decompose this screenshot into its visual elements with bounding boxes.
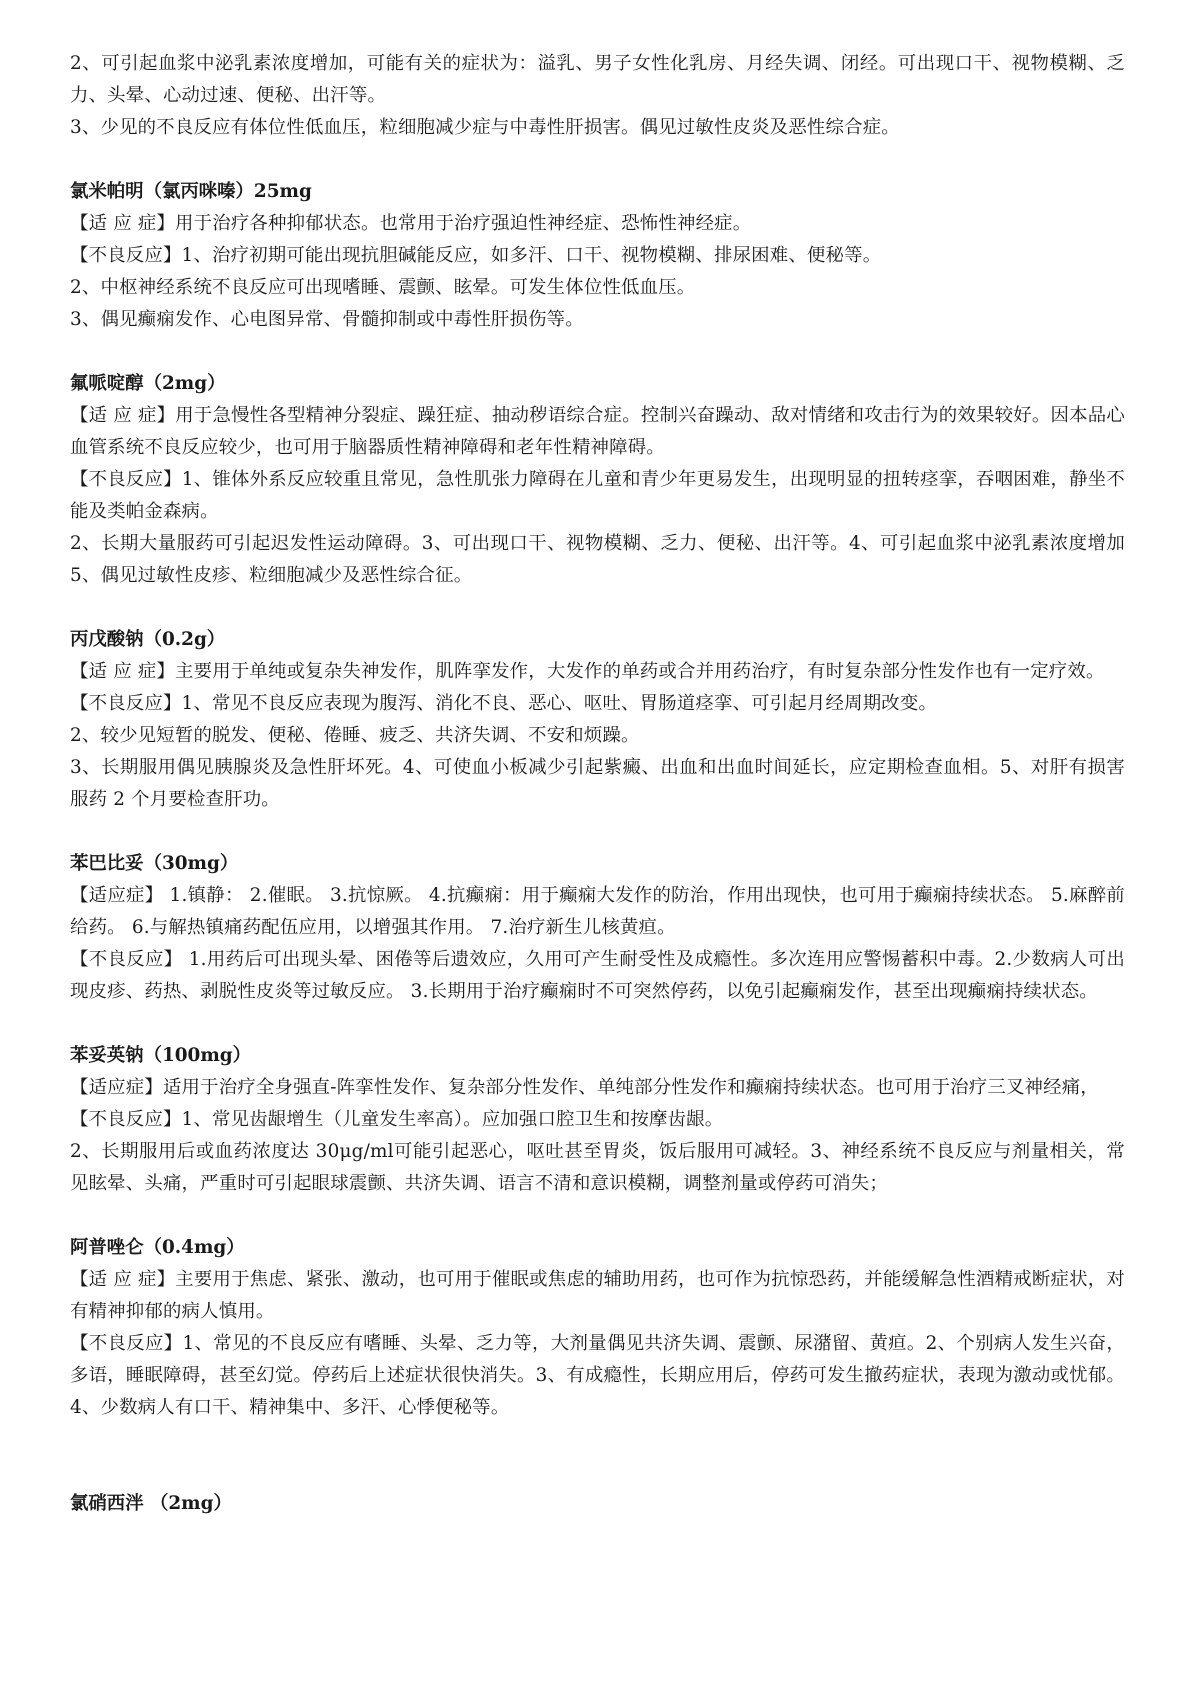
paragraph: 【不良反应】1、常见不良反应表现为腹泻、消化不良、恶心、呕吐、胃肠道痉挛、可引起月经周期改变。 — [70, 693, 938, 714]
paragraph: 【适应症】 1.镇静： 2.催眠。 3.抗惊厥。 4.抗癫痫：用于癫痫大发作的防治，作用出现快，也可用于癫痫持续状态。 5.麻醉前给药。 6.与解热镇痛药配伍应用，以增强其作用。 7.治疗新生儿核黄疸。 — [70, 885, 1125, 938]
paragraph: 2、较少见短暂的脱发、便秘、倦睡、疲乏、共济失调、不安和烦躁。 — [70, 725, 640, 746]
intro-section — [70, 48, 1125, 144]
paragraph: 3、少见的不良反应有体位性低血压，粒细胞减少症与中毒性肝损害。偶见过敏性皮炎及恶性综合症。 — [70, 117, 900, 138]
drug-title: 氟哌啶醇（2mg） — [70, 373, 226, 394]
drug-section-valproate — [70, 624, 1125, 816]
drug-title: 氯硝西泮 （2mg） — [70, 1493, 232, 1514]
drug-title: 丙戊酸钠（0.2g） — [70, 629, 226, 650]
paragraph: 【适 应 症】主要用于焦虑、紧张、激动，也可用于催眠或焦虑的辅助用药，也可作为抗惊恐药，并能缓解急性酒精戒断症状，对有精神抑郁的病人慎用。 — [70, 1269, 1125, 1322]
drug-section-phenytoin — [70, 1040, 1125, 1200]
paragraph: 【不良反应】1、常见的不良反应有嗜睡、头晕、乏力等，大剂量偶见共济失调、震颤、尿潴留、黄疸。2、个别病人发生兴奋，多语，睡眠障碍，甚至幻觉。停药后上述症状很快消失。3、有成瘾性，长期应用后，停药可发生撤药症状，表现为激动或忧郁。4、少数病人有口干、精神集中、多汗、心悸便秘等。 — [70, 1333, 1125, 1418]
drug-title: 阿普唑仑（0.4mg） — [70, 1237, 245, 1258]
paragraph: 【适 应 症】用于治疗各种抑郁状态。也常用于治疗强迫性神经症、恐怖性神经症。 — [70, 213, 752, 234]
drug-section-haloperidol — [70, 368, 1125, 592]
paragraph: 【不良反应】1、常见齿龈增生（儿童发生率高）。应加强口腔卫生和按摩齿龈。 — [70, 1109, 724, 1130]
paragraph: 【不良反应】 1.用药后可出现头晕、困倦等后遗效应，久用可产生耐受性及成瘾性。多次连用应警惕蓄积中毒。2.少数病人可出现皮疹、药热、剥脱性皮炎等过敏反应。 3.长期用于治疗癫痫时不可突然停药，以免引起癫痫发作，甚至出现癫痫持续状态。 — [70, 949, 1125, 1002]
paragraph: 【适 应 症】用于急慢性各型精神分裂症、躁狂症、抽动秽语综合症。控制兴奋躁动、敌对情绪和攻击行为的效果较好。因本品心血管系统不良反应较少，也可用于脑器质性精神障碍和老年性精神障碍。 — [70, 405, 1125, 458]
drug-title: 苯妥英钠（100mg） — [70, 1045, 252, 1066]
drug-title: 氯米帕明（氯丙咪嗪）25mg — [70, 181, 312, 202]
drug-section-phenobarbital — [70, 848, 1125, 1008]
paragraph: 2、中枢神经系统不良反应可出现嗜睡、震颤、眩晕。可发生体位性低血压。 — [70, 277, 696, 298]
paragraph: 【适应症】适用于治疗全身强直-阵挛性发作、复杂部分性发作、单纯部分性发作和癫痫持续状态。也可用于治疗三叉神经痛， — [70, 1077, 1099, 1098]
drug-section-clonazepam — [70, 1488, 1125, 1520]
drug-title: 苯巴比妥（30mg） — [70, 853, 239, 874]
paragraph: 【适 应 症】主要用于单纯或复杂失神发作，肌阵挛发作，大发作的单药或合并用药治疗，有时复杂部分性发作也有一定疗效。 — [70, 661, 1105, 682]
paragraph: 3、偶见癫痫发作、心电图异常、骨髓抑制或中毒性肝损伤等。 — [70, 309, 584, 330]
paragraph: 【不良反应】1、锥体外系反应较重且常见，急性肌张力障碍在儿童和青少年更易发生，出现明显的扭转痉挛，吞咽困难，静坐不能及类帕金森病。 — [70, 469, 1125, 522]
drug-section-clomipramine — [70, 176, 1125, 336]
drug-section-alprazolam — [70, 1232, 1125, 1424]
paragraph: 3、长期服用偶见胰腺炎及急性肝坏死。4、可使血小板减少引起紫癜、出血和出血时间延长，应定期检查血相。5、对肝有损害服药 2 个月要检查肝功。 — [70, 757, 1125, 810]
paragraph: 2、长期服用后或血药浓度达 30μg/ml可能引起恶心，呕吐甚至胃炎，饭后服用可减轻。3、神经系统不良反应与剂量相关，常见眩晕、头痛，严重时可引起眼球震颤、共济失调、语言不清和意识模糊，调整剂量或停药可消失； — [70, 1141, 1125, 1194]
paragraph: 2、长期大量服药可引起迟发性运动障碍。3、可出现口干、视物模糊、乏力、便秘、出汗等。4、可引起血浆中泌乳素浓度增加 5、偶见过敏性皮疹、粒细胞减少及恶性综合征。 — [70, 533, 1125, 586]
paragraph: 【不良反应】1、治疗初期可能出现抗胆碱能反应，如多汗、口干、视物模糊、排尿困难、便秘等。 — [70, 245, 882, 266]
paragraph: 2、可引起血浆中泌乳素浓度增加，可能有关的症状为：溢乳、男子女性化乳房、月经失调、闭经。可出现口干、视物模糊、乏力、头晕、心动过速、便秘、出汗等。 — [70, 53, 1125, 106]
